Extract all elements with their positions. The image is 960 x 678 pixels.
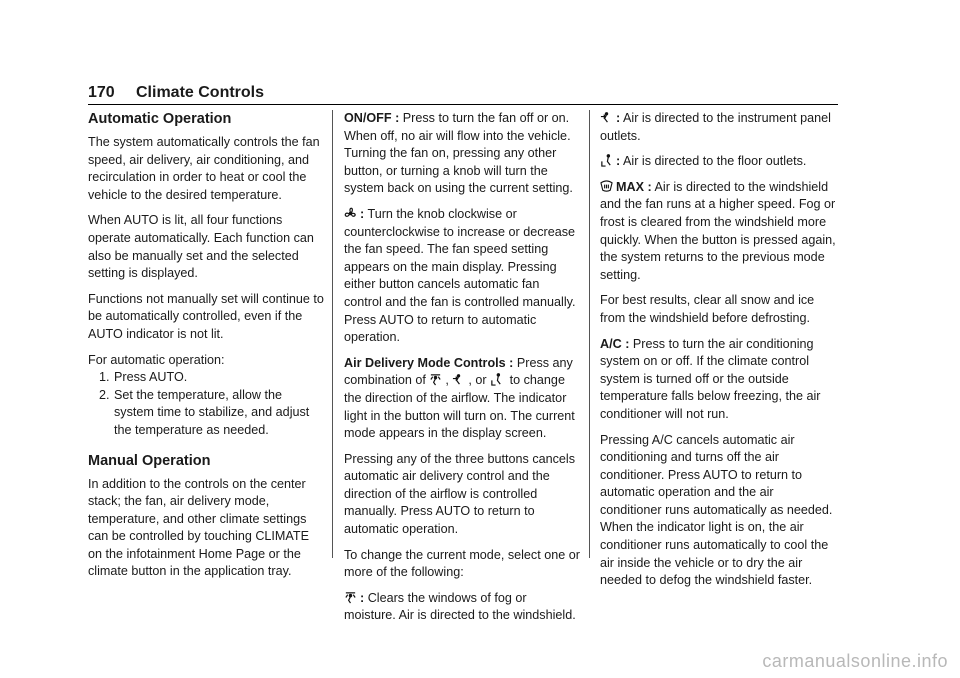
- air-delivery-text: Press any combination of: [344, 355, 573, 388]
- steps-list: [88, 369, 324, 439]
- column-divider: [332, 110, 333, 558]
- step-number: 2.: [99, 387, 110, 402]
- paragraph: For best results, clear all snow and ice from the windshield before defrosting.: [600, 293, 815, 325]
- fan-icon: [344, 207, 357, 220]
- chapter-title: Climate Controls: [136, 84, 265, 101]
- fan-text: Turn the knob clockwise or counterclockwise to increase or decrease the fan speed. The fan speed setting appears on the main display. Pressing either button cancels automatic fan control and the fan is controlled manually. Press AUTO to return to automatic operation.: [344, 206, 576, 345]
- panel-mode-icon: [600, 111, 613, 124]
- ac-label: A/C :: [600, 336, 630, 351]
- floor-mode-icon: [600, 154, 613, 167]
- automatic-operation-heading: Automatic Operation: [88, 111, 232, 127]
- defog-label: :: [360, 590, 365, 605]
- paragraph: [344, 355, 580, 443]
- list-item: [88, 387, 324, 440]
- list-item: [88, 369, 324, 387]
- watermark: carmanualsonline.info: [762, 651, 948, 671]
- paragraph: Pressing any of the three buttons cancels automatic air delivery control and the direction of the airflow is controlled manually. Press AUTO to return to automatic operation.: [344, 451, 576, 537]
- column-3: [600, 110, 836, 598]
- panel-text: Air is directed to the instrument panel outlets.: [600, 111, 831, 143]
- floor-mode-icon: [490, 373, 503, 386]
- column-2: [344, 110, 580, 633]
- separator: ,: [445, 373, 449, 388]
- manual-operation-heading: Manual Operation: [88, 452, 211, 469]
- paragraph: [600, 110, 836, 145]
- paragraph: The system automatically controls the fan speed, air delivery, air conditioning, and recirculation in order to heat or cool the vehicle to the desired temperature.: [88, 135, 320, 202]
- paragraph: [600, 153, 836, 171]
- paragraph: [344, 206, 580, 347]
- onoff-text: Press to turn the fan off or on. When off, no air will flow into the vehicle. Turning the fan on, pressing any other button, or turning a knob will turn the system back on using the current setting.: [344, 111, 573, 196]
- paragraph: [600, 336, 836, 424]
- header-rule: [88, 104, 838, 105]
- defog-text: Clears the windows of fog or moisture. Air is directed to the windshield.: [344, 590, 576, 623]
- paragraph: For automatic operation:: [88, 352, 225, 367]
- air-delivery-text-cont: to change the direction of the airflow. The indicator light in the button will turn on. The current mode appears in the display screen.: [344, 373, 575, 441]
- ac-text: Press to turn the air conditioning system on or off. If the climate control system is turned off or the outside temperature falls below freezing, the air conditioner will not run.: [600, 336, 821, 421]
- panel-label: :: [616, 111, 621, 125]
- paragraph: In addition to the controls on the center stack; the fan, air delivery mode, temperature, and other climate settings can be controlled by touching CLIMATE on the infotainment Home Page or the climate button in the application tray.: [88, 476, 309, 579]
- floor-label: :: [616, 154, 621, 169]
- paragraph: [600, 179, 836, 285]
- step-text: Press AUTO.: [114, 370, 188, 385]
- fan-label: :: [360, 206, 365, 221]
- paragraph: [344, 590, 580, 625]
- paragraph: To change the current mode, select one or more of the following:: [344, 547, 580, 580]
- column-divider: [589, 110, 590, 558]
- step-text: Set the temperature, allow the system time to stabilize, and adjust the temperature as needed.: [114, 387, 310, 437]
- separator: , or: [468, 373, 487, 388]
- paragraph: Functions not manually set will continue to be automatically controlled, even if the AUTO indicator is not lit.: [88, 291, 324, 341]
- page-number: 170: [88, 84, 115, 101]
- paragraph: When AUTO is lit, all four functions operate automatically. Each function can also be manually set and the selected setting is displayed.: [88, 213, 314, 281]
- defog-mode-icon: [344, 591, 357, 604]
- paragraph: Pressing A/C cancels automatic air conditioning and turns off the air conditioner. Press AUTO to return to automatic operation and the air conditioner runs automatically as needed. When the indicator light is on, the air conditioner runs automatically to cool the air inside the vehicle or to dry the air needed to defog the windshield faster.: [600, 432, 833, 588]
- air-delivery-label: Air Delivery Mode Controls :: [344, 355, 514, 370]
- floor-text: Air is directed to the floor outlets.: [620, 154, 807, 169]
- paragraph: [344, 110, 580, 198]
- defog-mode-icon: [429, 373, 442, 386]
- page-header: [88, 84, 838, 106]
- column-1: [88, 110, 324, 589]
- max-defrost-icon: [600, 180, 613, 193]
- max-text: Air is directed to the windshield and the fan runs at a higher speed. Fog or frost is cleared from the windshield more quickly. When the button is pressed again, the system returns to the previous mode setting.: [600, 179, 836, 282]
- onoff-label: ON/OFF :: [344, 111, 400, 125]
- step-number: 1.: [99, 370, 110, 385]
- max-label: MAX :: [616, 179, 652, 194]
- panel-mode-icon: [452, 373, 465, 386]
